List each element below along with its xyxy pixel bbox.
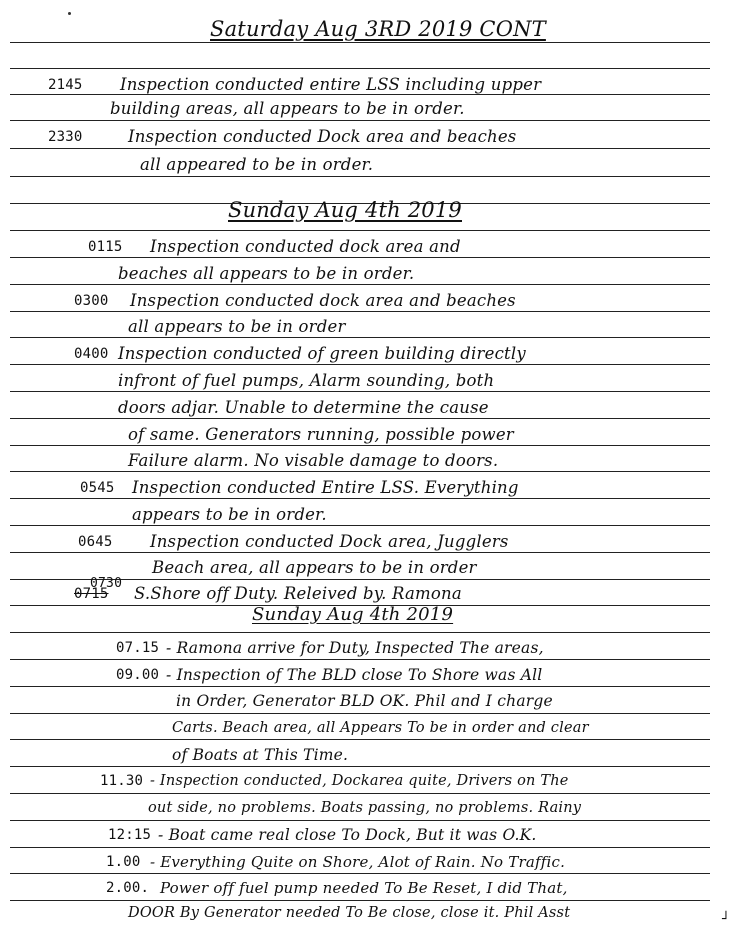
- entry-text: of same. Generators running, possible power: [128, 425, 514, 444]
- entry-text: in Order, Generator BLD OK. Phil and I charge: [176, 692, 553, 710]
- entry-text: Failure alarm. No visable damage to doors.: [128, 451, 499, 470]
- entry-text: Inspection conducted dock area and beaches: [130, 291, 516, 310]
- log-line: [0, 316, 733, 338]
- ruled-line: [10, 793, 710, 794]
- log-line: [0, 126, 733, 148]
- entry-text: all appears to be in order: [128, 317, 346, 336]
- ruled-line: [10, 766, 710, 767]
- log-line: [0, 902, 733, 924]
- date-heading: Sunday Aug 4th 2019: [228, 198, 462, 222]
- log-line: [0, 797, 733, 819]
- entry-time: 0545: [80, 480, 115, 496]
- corner-tick-mark: ┘: [722, 912, 730, 927]
- log-line: [0, 424, 733, 446]
- log-line: [0, 198, 733, 227]
- entry-text: Carts. Beach area, all Appears To be in order and clear: [172, 720, 589, 736]
- ruled-line: [10, 713, 710, 714]
- entry-text: all appeared to be in order.: [140, 155, 374, 174]
- log-line: [0, 851, 733, 873]
- log-line: [0, 664, 733, 686]
- entry-text: beaches all appears to be in order.: [118, 264, 415, 283]
- log-line: [0, 98, 733, 120]
- log-line: [0, 477, 733, 499]
- entry-time: 0300: [74, 293, 109, 309]
- entry-time: 12:15: [108, 827, 152, 843]
- log-line: [0, 531, 733, 553]
- log-line: [0, 370, 733, 392]
- entry-time: 07.15: [116, 640, 160, 656]
- log-line: [0, 397, 733, 419]
- log-line: [0, 343, 733, 365]
- entry-text: infront of fuel pumps, Alarm sounding, both: [118, 371, 495, 390]
- entry-text: appears to be in order.: [132, 505, 327, 524]
- entry-time: 2.00.: [106, 880, 150, 896]
- entry-time: 0730: [90, 576, 123, 591]
- ruled-line: [10, 739, 710, 740]
- ruled-line: [10, 120, 710, 121]
- date-heading: Saturday Aug 3RD 2019 CONT: [210, 17, 546, 41]
- entry-text: Power off fuel pump needed To Be Reset, I did That,: [160, 879, 568, 897]
- ruled-line: [10, 847, 710, 848]
- log-line: [0, 637, 733, 659]
- entry-text: Beach area, all appears to be in order: [152, 558, 477, 577]
- entry-text: Inspection conducted Entire LSS. Everything: [132, 478, 519, 497]
- entry-text: - Boat came real close To Dock, But it was O.K.: [158, 826, 537, 844]
- ruled-line: [10, 176, 710, 177]
- log-line: [0, 74, 733, 96]
- log-line: [0, 504, 733, 526]
- log-line: [0, 576, 733, 605]
- log-line: [0, 824, 733, 846]
- ruled-line: [10, 686, 710, 687]
- ruled-line: [10, 659, 710, 660]
- entry-text: building areas, all appears to be in order.: [110, 99, 465, 118]
- entry-text: DOOR By Generator needed To Be close, close it. Phil Asst: [128, 905, 571, 921]
- struck-time: 0715: [74, 586, 109, 602]
- entry-text: - Inspection of The BLD close To Shore was All: [166, 666, 543, 684]
- log-line: [0, 770, 733, 792]
- log-line: [0, 236, 733, 258]
- entry-text: - Inspection conducted, Dockarea quite, Drivers on The: [150, 773, 569, 789]
- entry-time: 0645: [78, 534, 113, 550]
- entry-text: Inspection conducted dock area and: [150, 237, 461, 256]
- entry-text: - Everything Quite on Shore, Alot of Rain. No Traffic.: [150, 853, 566, 871]
- date-heading: Sunday Aug 4th 2019: [252, 604, 454, 625]
- entry-time: 2145: [48, 77, 83, 93]
- log-line: [0, 877, 733, 899]
- entry-text: Inspection conducted Dock area, Jugglers: [150, 532, 509, 551]
- ruled-line: [10, 68, 710, 69]
- ruled-line: [10, 230, 710, 231]
- entry-text: Inspection conducted of green building directly: [118, 344, 526, 363]
- log-line: [0, 450, 733, 472]
- entry-time: 09.00: [116, 667, 160, 683]
- entry-time: 0115: [88, 239, 123, 255]
- log-line: [0, 154, 733, 176]
- log-line: [0, 690, 733, 712]
- entry-text: S.Shore off Duty. Releived by. Ramona: [134, 584, 462, 603]
- entry-time: 1.00: [106, 854, 141, 870]
- ruled-line: [10, 900, 710, 901]
- entry-time: 2330: [48, 129, 83, 145]
- log-line: [0, 744, 733, 766]
- log-line: [0, 290, 733, 312]
- entry-time: 0400: [74, 346, 109, 362]
- entry-text: Inspection conducted Dock area and beaches: [128, 127, 517, 146]
- entry-text: - Ramona arrive for Duty, Inspected The areas,: [166, 639, 544, 657]
- ruled-line: [10, 148, 710, 149]
- ruled-line: [10, 632, 710, 633]
- paper-speck: [68, 12, 71, 15]
- log-line: [0, 717, 733, 739]
- log-line: [0, 17, 733, 42]
- ruled-line: [10, 820, 710, 821]
- entry-text: Inspection conducted entire LSS including upper: [120, 75, 542, 94]
- entry-text: doors adjar. Unable to determine the cause: [118, 398, 489, 417]
- log-line: [0, 606, 733, 628]
- entry-text: of Boats at This Time.: [172, 746, 349, 764]
- entry-text: out side, no problems. Boats passing, no problems. Rainy: [148, 800, 582, 816]
- entry-time: 11.30: [100, 773, 144, 789]
- ruled-line: [10, 42, 710, 43]
- ruled-line: [10, 873, 710, 874]
- log-line: [0, 263, 733, 285]
